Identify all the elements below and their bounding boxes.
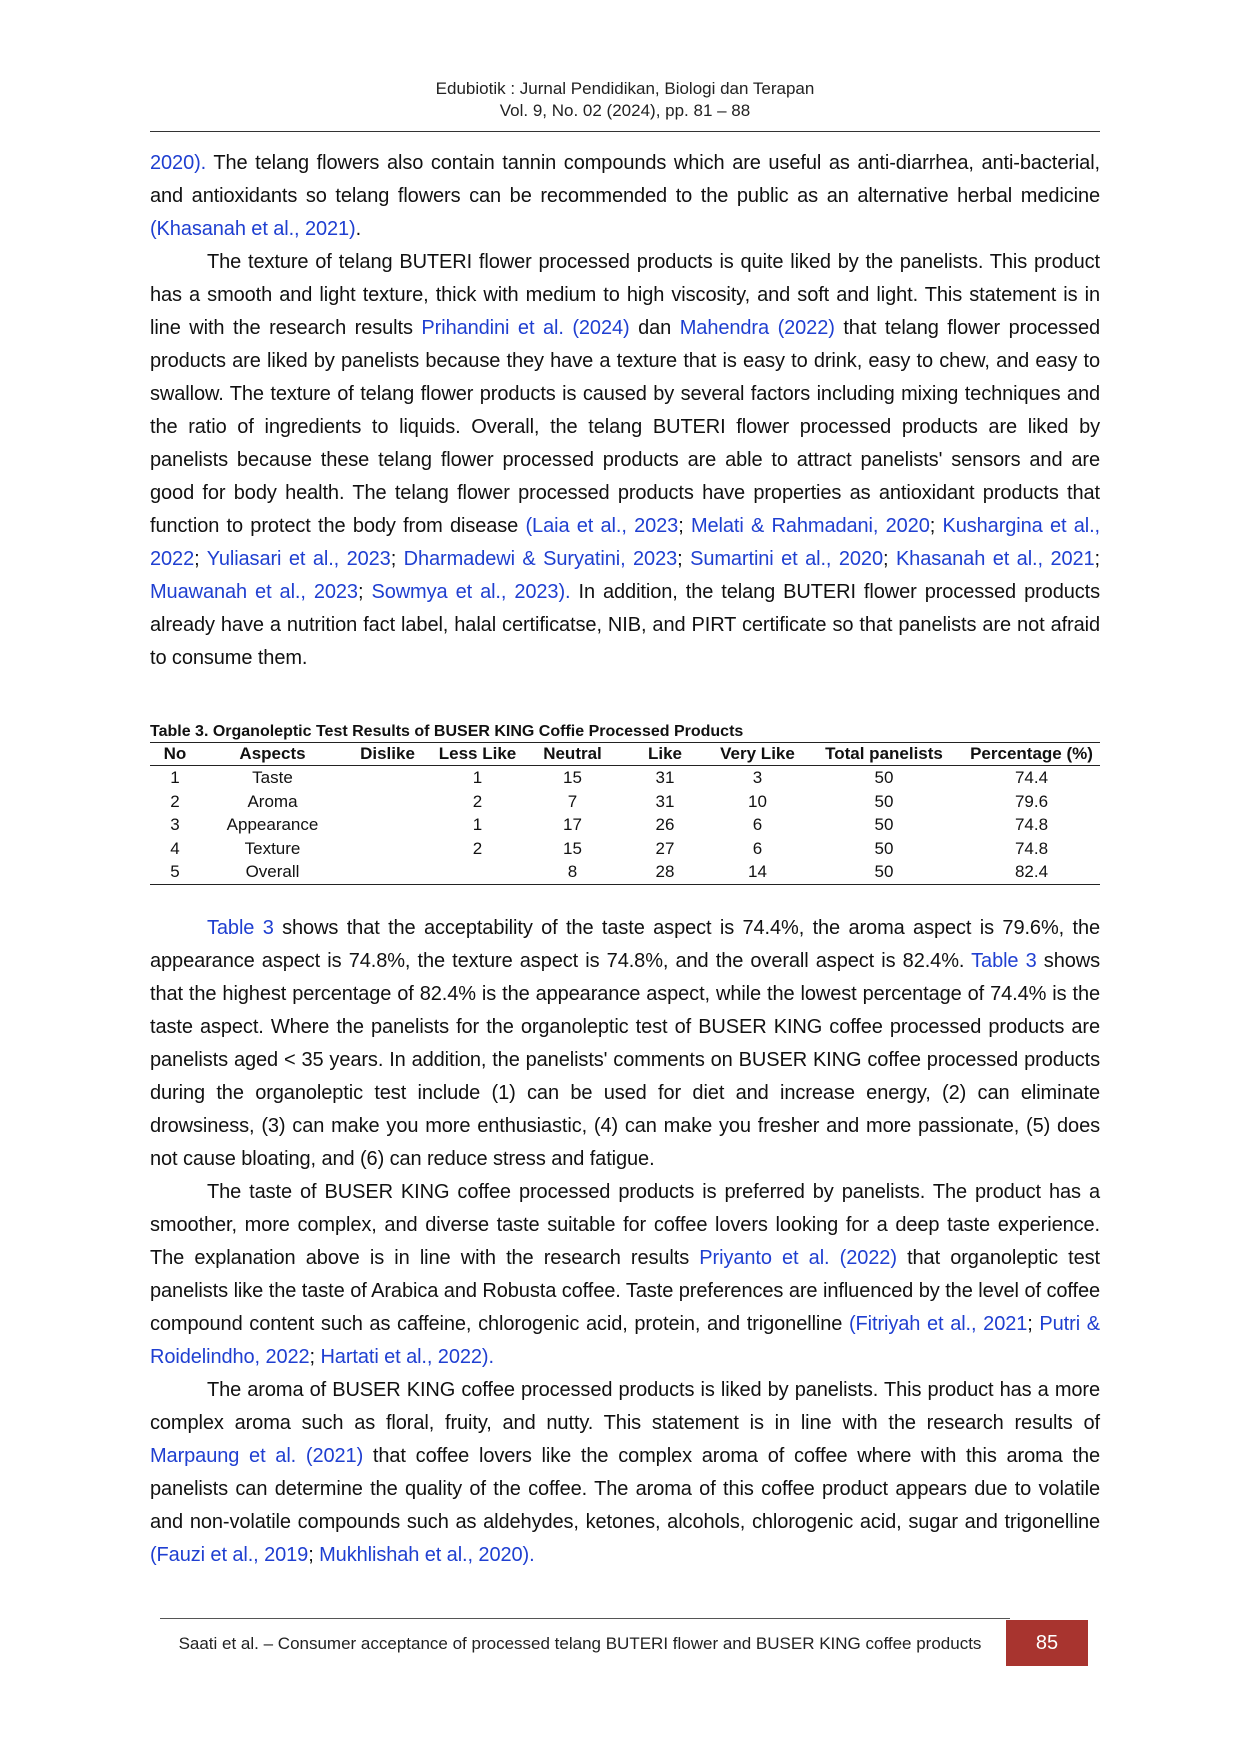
table-cell (345, 837, 430, 861)
table-cell (345, 813, 430, 837)
table-cell: 31 (655, 791, 675, 811)
table-reference-link[interactable]: Table 3 (971, 950, 1037, 972)
table-cell: Taste (252, 768, 293, 787)
table-cell: 4 (170, 838, 180, 858)
paragraph-4: The taste of BUSER KING coffee processed products is preferred by panelists. The product has a smoother, more complex, and diverse taste suitable for coffee lovers looking for a deep taste experience. The explanation above is in line with the research results Priyanto et al. (2022) that organoleptic test panelists like the taste of Arabica and Robusta coffee. Taste preferences are influenced by the level of coffee compound content such as caffeine, chlorogenic acid, protein, and trigonelline (Fitriyah et al., 2021; Putri & Roidelindho, 2022; Hartati et al., 2022). (150, 1181, 1100, 1368)
journal-volume: Vol. 9, No. 02 (2024), pp. 81 – 88 (499, 101, 751, 120)
table-cell: 74.8 (1014, 838, 1049, 858)
citation-link[interactable]: Marpaung et al. (2021) (150, 1445, 364, 1467)
table-caption: Table 3. Organoleptic Test Results of BUSER KING Coffie Processed Products (150, 723, 744, 740)
table-cell: 74.4 (1014, 768, 1049, 787)
paragraph-2: The texture of telang BUTERI flower processed products is quite liked by the panelists. This product has a smooth and light texture, thick with medium to high viscosity, and soft and light. This statement is in line with the research results Prihandini et al. (2024) dan Mahendra (2022) that telang flower processed products are liked by panelists because they have a texture that is easy to drink, easy to chew, and easy to swallow. The texture of telang flower products is caused by several factors including mixing techniques and the ratio of ingredients to liquids. Overall, the telang BUTERI flower processed products are liked by panelists because these telang flower processed products are able to attract panelists' sensors and are good for body health. The telang flower processed products have properties as antioxidant products that function to protect the body from disease (Laia et al., 2023; Melati & Rahmadani, 2020; Kushargina et al., 2022; Yuliasari et al., 2023; Dharmadewi & Suryatini, 2023; Sumartini et al., 2020; Khasanah et al., 2021; Muawanah et al., 2023; Sowmya et al., 2023). In addition, the telang BUTERI flower processed products already have a nutrition fact label, halal certificatse, NIB, and PIRT certificate so that panelists are not afraid to consume them. (150, 251, 1101, 669)
table-cell: 31 (655, 768, 675, 787)
citation-link[interactable]: (Laia et al., 2023 (525, 515, 679, 537)
journal-title: Edubiotik : Jurnal Pendidikan, Biologi dan Terapan (435, 79, 815, 98)
table-cell: Aroma (247, 791, 298, 811)
column-header: Less Like (430, 743, 525, 766)
table-reference-link[interactable]: Table 3 (207, 917, 274, 939)
table-cell: 15 (563, 838, 582, 858)
table-row (150, 766, 1100, 790)
column-header: Neutral (525, 743, 620, 766)
citation-link[interactable]: Priyanto et al. (2022) (699, 1247, 897, 1269)
column-header: Total panelists (805, 743, 963, 766)
table-cell: 50 (874, 768, 894, 787)
column-header: Dislike (345, 743, 430, 766)
table-cell: Overall (200, 860, 345, 884)
table-cell: 10 (748, 791, 767, 811)
citation-link[interactable]: Hartati et al., 2022). (320, 1346, 494, 1368)
citation-link[interactable]: 2020). (150, 152, 207, 174)
table-cell: 50 (805, 860, 963, 884)
table-cell: 82.4 (963, 860, 1100, 884)
table-cell: 74.8 (1014, 815, 1049, 834)
running-header (150, 78, 1100, 122)
paragraph-1: 2020). The telang flowers also contain tannin compounds which are useful as anti-diarrhea, anti-bacterial, and antioxidants so telang flowers can be recommended to the public as an alternative herbal medicine (Khasanah et al., 2021). (150, 152, 1100, 240)
table-cell: 50 (874, 815, 894, 834)
running-footer: Saati et al. – Consumer acceptance of processed telang BUTERI flower and BUSER KING coffee products (178, 1634, 982, 1653)
citation-link[interactable]: Putri & Roidelindho, 2022 (150, 1313, 1100, 1368)
table-cell: 1 (472, 768, 483, 787)
table-cell: 14 (710, 860, 805, 884)
table-3 (150, 722, 1100, 885)
column-header: No (150, 743, 200, 766)
table-cell: 1 (170, 768, 180, 787)
paragraph-3: Table 3 shows that the acceptability of the taste aspect is 74.4%, the aroma aspect is 79.6%, the appearance aspect is 74.8%, the texture aspect is 74.8%, and the overall aspect is 82.4%. Table 3 shows that the highest percentage of 82.4% is the appearance aspect, while the lowest percentage of 74.4% is the taste aspect. Where the panelists for the organoleptic test of BUSER KING coffee processed products are panelists aged < 35 years. In addition, the panelists' comments on BUSER KING coffee processed products during the organoleptic test include (1) can be used for diet and increase energy, (2) can eliminate drowsiness, (3) can make you more enthusiastic, (4) can make you fresher and more passionate, (5) does not cause bloating, and (6) can reduce stress and fatigue. (150, 917, 1100, 1170)
citation-link[interactable]: Yuliasari et al., 2023 (206, 548, 391, 570)
table-header-row (150, 743, 1100, 766)
column-header: Like (620, 743, 710, 766)
footer-divider (160, 1618, 1010, 1619)
body-text-top (150, 147, 1100, 675)
table-cell (345, 790, 430, 814)
table-cell: 1 (472, 815, 483, 834)
table-cell: 17 (563, 815, 582, 834)
citation-link[interactable]: Melati & Rahmadani, 2020 (690, 515, 930, 537)
table-row (150, 860, 1100, 884)
header-divider (150, 131, 1100, 132)
citation-link[interactable]: Mukhlishah et al., 2020). (319, 1544, 535, 1566)
citation-link[interactable]: Prihandini et al. (2024) (421, 317, 630, 339)
table-cell: 8 (525, 860, 620, 884)
table-cell: 2 (472, 838, 483, 858)
table-cell: 5 (150, 860, 200, 884)
column-header: Percentage (%) (963, 743, 1100, 766)
table-cell: Texture (244, 838, 301, 858)
column-header: Very Like (710, 743, 805, 766)
page-number-badge: 85 (1006, 1620, 1088, 1666)
table-row (150, 790, 1100, 814)
table-cell: 3 (752, 768, 763, 787)
table-row (150, 837, 1100, 861)
table-cell (345, 766, 430, 790)
citation-link[interactable]: Kushargina et al., 2022 (150, 515, 1100, 570)
table-cell: 15 (563, 768, 582, 787)
citation-link[interactable]: (Khasanah et al., 2021) (150, 218, 356, 240)
table-cell: 26 (655, 815, 675, 834)
paragraph-5: The aroma of BUSER KING coffee processed products is liked by panelists. This product has a more complex aroma such as floral, fruity, and nutty. This statement is in line with the research results of Marpaung et al. (2021) that coffee lovers like the complex aroma of coffee where with this aroma the panelists can determine the quality of the coffee. The aroma of this coffee product appears due to volatile and non-volatile compounds such as aldehydes, ketones, alcohols, chlorogenic acid, sugar and trigonelline (Fauzi et al., 2019; Mukhlishah et al., 2020). (150, 1379, 1100, 1566)
citation-link[interactable]: Sowmya et al., 2023). (371, 581, 571, 603)
table-cell (430, 860, 525, 884)
table-cell: 2 (472, 791, 483, 811)
table-cell: Appearance (226, 815, 319, 834)
table-cell: 28 (620, 860, 710, 884)
citation-link[interactable]: Khasanah et al., 2021 (895, 548, 1095, 570)
table-cell: 50 (874, 838, 894, 858)
table-cell: 3 (170, 815, 180, 834)
table-cell: 50 (874, 791, 894, 811)
body-text-bottom (150, 912, 1100, 1572)
table-row (150, 813, 1100, 837)
citation-link[interactable]: (Fauzi et al., 2019 (150, 1544, 309, 1566)
results-table (150, 742, 1100, 885)
table-cell: 7 (567, 791, 578, 811)
table-cell (345, 860, 430, 884)
citation-link[interactable]: (Fitriyah et al., 2021 (849, 1313, 1028, 1335)
citation-link[interactable]: Dharmadewi & Suryatini, 2023 (403, 548, 678, 570)
table-cell: 27 (655, 838, 675, 858)
citation-link[interactable]: Sumartini et al., 2020 (690, 548, 883, 570)
citation-link[interactable]: Mahendra (2022) (679, 317, 835, 339)
column-header: Aspects (200, 743, 345, 766)
citation-link[interactable]: Muawanah et al., 2023 (150, 581, 358, 603)
table-cell: 79.6 (1014, 791, 1049, 811)
table-cell: 2 (170, 791, 180, 811)
table-cell: 6 (752, 838, 763, 858)
table-cell: 6 (752, 815, 763, 834)
